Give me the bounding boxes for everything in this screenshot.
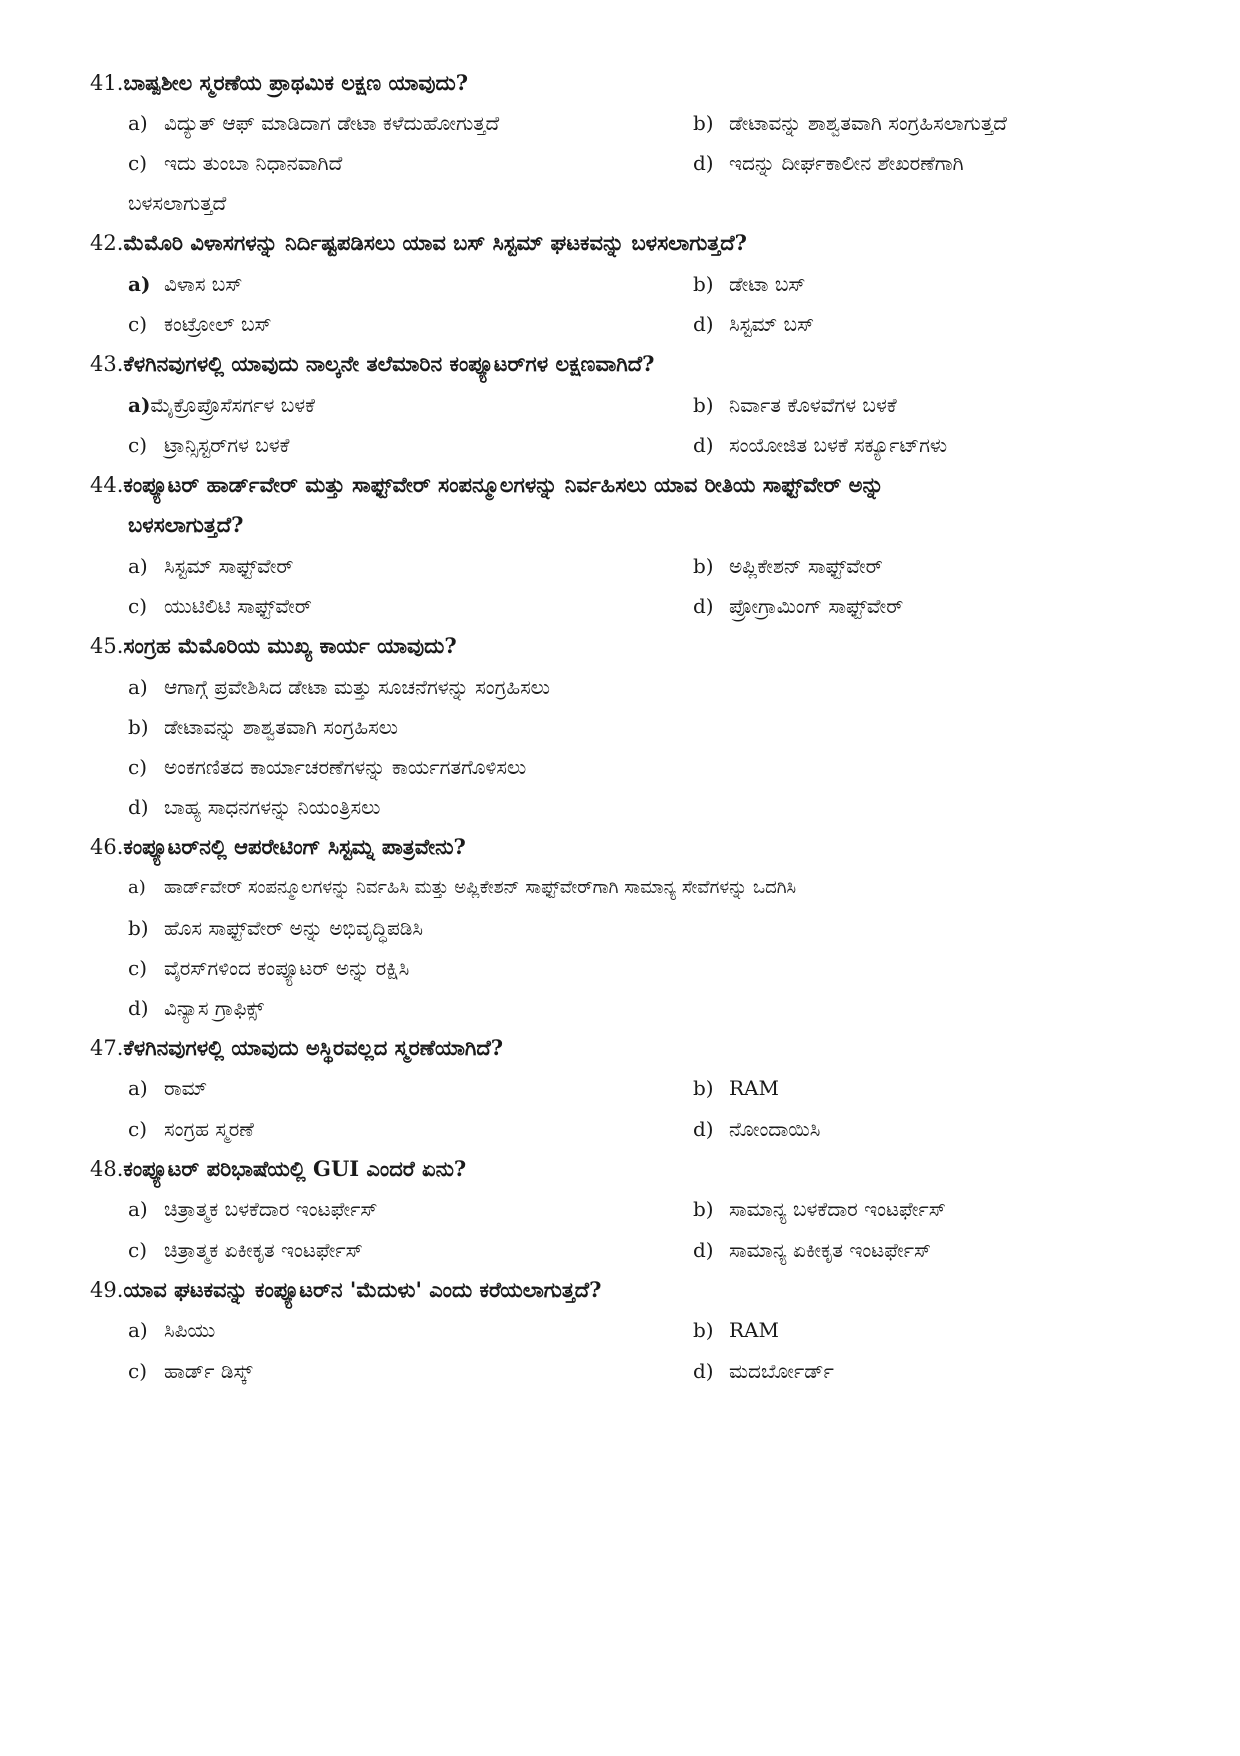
question-46: 46.ಕಂಪ್ಯೂಟರ್‌ನಲ್ಲಿ ಆಪರೇಟಿಂಗ್ ಸಿಸ್ಟಮ್ನ ಪಾತ್ರವೇನು? xyxy=(90,834,466,859)
question-42-option-b: b) ಡೇಟಾ ಬಸ್ xyxy=(693,272,806,296)
question-45-option-d: d) ಬಾಹ್ಯ ಸಾಧನಗಳನ್ನು ನಿಯಂತ್ರಿಸಲು xyxy=(128,795,381,819)
question-49: 49.ಯಾವ ಘಟಕವನ್ನು ಕಂಪ್ಯೂಟರ್‌ನ 'ಮೆದುಳು' ಎಂದು ಕರೆಯಲಾಗುತ್ತದೆ? xyxy=(90,1277,602,1302)
question-49-option-a: a) ಸಿಪಿಯು xyxy=(128,1318,216,1342)
question-44: 44.ಕಂಪ್ಯೂಟರ್ ಹಾರ್ಡ್‌ವೇರ್ ಮತ್ತು ಸಾಫ್ಟ್‌ವೇರ್ ಸಂಪನ್ಮೂಲಗಳನ್ನು ನಿರ್ವಹಿಸಲು ಯಾವ ರೀತಿಯ ಸಾಫ್ಟ್‌ವೇರ್ ಅನ್ನು xyxy=(90,472,884,497)
question-48-option-d: d) ಸಾಮಾನ್ಯ ಏಕೀಕೃತ ಇಂಟರ್ಫೇಸ್ xyxy=(693,1238,932,1262)
question-42: 42.ಮೆಮೊರಿ ವಿಳಾಸಗಳನ್ನು ನಿರ್ದಿಷ್ಟಪಡಿಸಲು ಯಾವ ಬಸ್ ಸಿಸ್ಟಮ್ ಘಟಕವನ್ನು ಬಳಸಲಾಗುತ್ತದೆ? xyxy=(90,230,747,255)
question-43-option-b: b) ನಿರ್ವಾತ ಕೊಳವೆಗಳ ಬಳಕೆ xyxy=(693,393,897,417)
question-49-option-d: d) ಮದರ್ಬೋರ್ಡ್ xyxy=(693,1359,834,1383)
question-44-option-c: c) ಯುಟಿಲಿಟಿ ಸಾಫ್ಟ್‌ವೇರ್ xyxy=(128,594,312,618)
question-47: 47.ಕೆಳಗಿನವುಗಳಲ್ಲಿ ಯಾವುದು ಅಸ್ಥಿರವಲ್ಲದ ಸ್ಮರಣೆಯಾಗಿದೆ? xyxy=(90,1035,504,1060)
question-41-continuation: ಬಳಸಲಾಗುತ್ತದೆ xyxy=(128,191,227,215)
question-44-option-b: b) ಅಪ್ಲಿಕೇಶನ್ ಸಾಫ್ಟ್‌ವೇರ್ xyxy=(693,554,883,578)
question-47-option-c: c) ಸಂಗ್ರಹ ಸ್ಮರಣೆ xyxy=(128,1117,254,1141)
question-43-option-d: d) ಸಂಯೋಜಿತ ಬಳಕೆ ಸರ್ಕ್ಯೂಟ್‌ಗಳು xyxy=(693,433,948,457)
question-43-option-a: a)ಮೈಕ್ರೊಪ್ರೊಸೆಸರ್ಗಳ ಬಳಕೆ xyxy=(128,393,315,417)
question-47-option-d: d) ನೋಂದಾಯಿಸಿ xyxy=(693,1117,821,1141)
question-41-option-a: a) ವಿದ್ಯುತ್ ಆಫ್ ಮಾಡಿದಾಗ ಡೇಟಾ ಕಳೆದುಹೋಗುತ್ತದೆ xyxy=(128,111,500,135)
question-49-option-c: c) ಹಾರ್ಡ್ ಡಿಸ್ಕ್ xyxy=(128,1359,253,1383)
question-44-option-a: a) ಸಿಸ್ಟಮ್ ಸಾಫ್ಟ್‌ವೇರ್ xyxy=(128,554,294,578)
question-42-option-d: d) ಸಿಸ್ಟಮ್ ಬಸ್ xyxy=(693,312,815,336)
question-41-option-c: c) ಇದು ತುಂಬಾ ನಿಧಾನವಾಗಿದೆ xyxy=(128,151,343,175)
question-42-option-c: c) ಕಂಟ್ರೋಲ್ ಬಸ್ xyxy=(128,312,272,336)
question-48-option-c: c) ಚಿತ್ರಾತ್ಮಕ ಏಕೀಕೃತ ಇಂಟರ್ಫೇಸ್ xyxy=(128,1238,363,1262)
question-41-option-b: b) ಡೇಟಾವನ್ನು ಶಾಶ್ವತವಾಗಿ ಸಂಗ್ರಹಿಸಲಾಗುತ್ತದೆ xyxy=(693,111,1007,135)
question-42-option-a: a) ವಿಳಾಸ ಬಸ್ xyxy=(128,272,243,296)
question-43-option-c: c) ಟ್ರಾನ್ಸಿಸ್ಟರ್‌ಗಳ ಬಳಕೆ xyxy=(128,433,290,457)
question-44-option-d: d) ಪ್ರೋಗ್ರಾಮಿಂಗ್ ಸಾಫ್ಟ್‌ವೇರ್ xyxy=(693,594,904,618)
question-46-option-b: b) ಹೊಸ ಸಾಫ್ಟ್‌ವೇರ್ ಅನ್ನು ಅಭಿವೃದ್ಧಿಪಡಿಸಿ xyxy=(128,916,424,940)
question-46-option-d: d) ವಿನ್ಯಾಸ ಗ್ರಾಫಿಕ್ಸ್ xyxy=(128,996,264,1020)
question-45-option-c: c) ಅಂಕಗಣಿತದ ಕಾರ್ಯಾಚರಣೆಗಳನ್ನು ಕಾರ್ಯಗತಗೊಳಿಸಲು xyxy=(128,755,527,779)
question-47-option-b: b) RAM xyxy=(693,1076,779,1100)
question-45-option-b: b) ಡೇಟಾವನ್ನು ಶಾಶ್ವತವಾಗಿ ಸಂಗ್ರಹಿಸಲು xyxy=(128,715,399,739)
question-41: 41.ಬಾಷ್ಪಶೀಲ ಸ್ಮರಣೆಯ ಪ್ರಾಥಮಿಕ ಲಕ್ಷಣ ಯಾವುದು? xyxy=(90,70,469,95)
question-48-option-b: b) ಸಾಮಾನ್ಯ ಬಳಕೆದಾರ ಇಂಟರ್ಫೇಸ್ xyxy=(693,1197,946,1221)
question-46-option-a: a) ಹಾರ್ಡ್‌ವೇರ್ ಸಂಪನ್ಮೂಲಗಳನ್ನು ನಿರ್ವಹಿಸಿ ಮತ್ತು ಅಪ್ಲಿಕೇಶನ್ ಸಾಫ್ಟ್‌ವೇರ್‌ಗಾಗಿ ಸಾಮಾನ್ಯ ಸೇವೆಗಳನ್ನು ಒದಗಿಸಿ xyxy=(128,877,797,898)
question-49-option-b: b) RAM xyxy=(693,1318,779,1342)
question-48-option-a: a) ಚಿತ್ರಾತ್ಮಕ ಬಳಕೆದಾರ ಇಂಟರ್ಫೇಸ್ xyxy=(128,1197,378,1221)
question-44-continuation: ಬಳಸಲಾಗುತ್ತದೆ? xyxy=(128,512,244,537)
question-48: 48.ಕಂಪ್ಯೂಟರ್ ಪರಿಭಾಷೆಯಲ್ಲಿ GUI ಎಂದರೆ ಏನು? xyxy=(90,1156,467,1181)
question-45-option-a: a) ಆಗಾಗ್ಗೆ ಪ್ರವೇಶಿಸಿದ ಡೇಟಾ ಮತ್ತು ಸೂಚನೆಗಳನ್ನು ಸಂಗ್ರಹಿಸಲು xyxy=(128,675,551,699)
question-43: 43.ಕೆಳಗಿನವುಗಳಲ್ಲಿ ಯಾವುದು ನಾಲ್ಕನೇ ತಲೆಮಾರಿನ ಕಂಪ್ಯೂಟರ್‌ಗಳ ಲಕ್ಷಣವಾಗಿದೆ? xyxy=(90,351,655,376)
question-41-option-d: d) ಇದನ್ನು ದೀರ್ಘಕಾಲೀನ ಶೇಖರಣೆಗಾಗಿ xyxy=(693,151,964,175)
question-45: 45.ಸಂಗ್ರಹ ಮೆಮೊರಿಯ ಮುಖ್ಯ ಕಾರ್ಯ ಯಾವುದು? xyxy=(90,633,457,658)
question-46-option-c: c) ವೈರಸ್‌ಗಳಿಂದ ಕಂಪ್ಯೂಟರ್ ಅನ್ನು ರಕ್ಷಿಸಿ xyxy=(128,956,410,980)
question-47-option-a: a) ರಾಮ್ xyxy=(128,1076,208,1100)
